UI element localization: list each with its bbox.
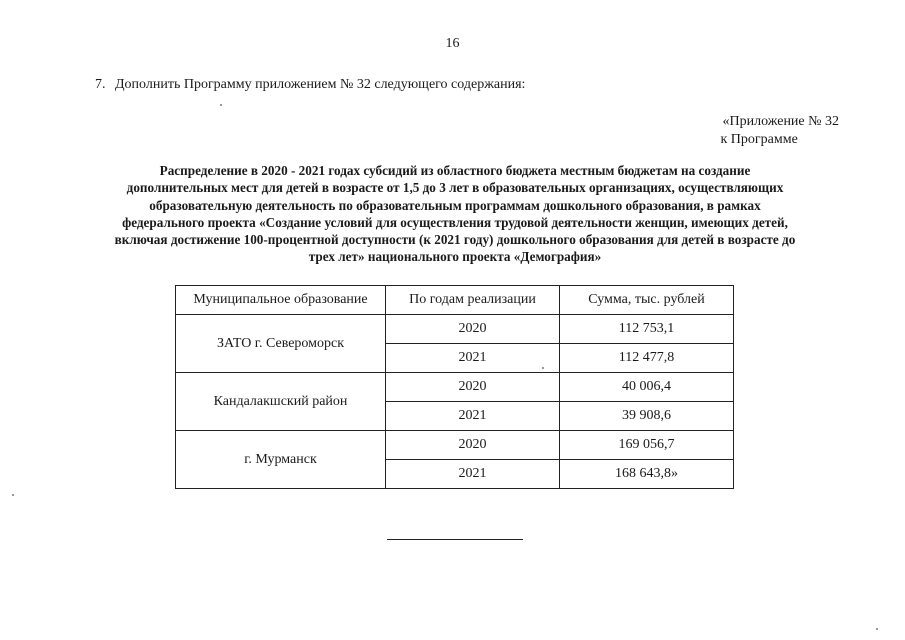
item-text: Дополнить Программу приложением № 32 следующего содержания: — [115, 77, 526, 92]
year-cell: 2021 — [386, 344, 560, 373]
municipality-cell: ЗАТО г. Североморск — [176, 315, 386, 373]
year-cell: 2021 — [386, 402, 560, 431]
table-row — [176, 431, 734, 460]
heading-line: трех лет» национального проекта «Демография» — [308, 249, 602, 265]
scan-speck — [12, 494, 14, 496]
appendix-ref-line2: к Программе — [720, 132, 798, 147]
appendix-reference — [720, 113, 840, 149]
municipality-cell: Кандалакшский район — [176, 373, 386, 431]
item-number: 7. — [95, 77, 106, 92]
document-heading — [50, 162, 860, 266]
heading-line: дополнительных мест для детей в возрасте от 1,5 до 3 лет в образовательных организациях, осуществляющих — [126, 180, 784, 196]
year-cell: 2021 — [386, 460, 560, 489]
heading-line: Распределение в 2020 - 2021 годах субсидий из областного бюджета местным бюджетам на создание — [159, 163, 751, 178]
year-cell: 2020 — [386, 431, 560, 460]
heading-line: образовательную деятельность по образовательным программам дошкольного образования, в рамках — [149, 197, 761, 213]
table-row — [176, 315, 734, 344]
heading-line: федерального проекта «Создание условий для осуществления трудовой деятельности женщин, имеющих детей, — [122, 214, 788, 230]
scan-speck — [542, 367, 544, 369]
amount-cell: 112 477,8 — [560, 344, 734, 373]
header-year: По годам реализации — [386, 286, 560, 315]
table-row — [176, 373, 734, 402]
page-number: 16 — [445, 36, 460, 51]
amount-cell: 112 753,1 — [560, 315, 734, 344]
separator-line — [387, 539, 523, 540]
amount-cell: 169 056,7 — [560, 431, 734, 460]
header-municipality: Муниципальное образование — [176, 286, 386, 315]
amendment-item — [95, 77, 525, 93]
amount-cell: 39 908,6 — [560, 402, 734, 431]
year-cell: 2020 — [386, 315, 560, 344]
subsidy-table — [175, 285, 734, 489]
table-header-row — [176, 286, 734, 315]
amount-cell: 168 643,8» — [560, 460, 734, 489]
scan-speck — [876, 628, 878, 630]
amount-cell: 40 006,4 — [560, 373, 734, 402]
header-amount: Сумма, тыс. рублей — [560, 286, 734, 315]
heading-line: включая достижение 100-процентной доступности (к 2021 году) дошкольного образования для детей в возрасте до — [114, 232, 796, 248]
year-cell: 2020 — [386, 373, 560, 402]
appendix-ref-line1: «Приложение № 32 — [722, 114, 839, 129]
municipality-cell: г. Мурманск — [176, 431, 386, 489]
scan-speck — [220, 104, 222, 106]
